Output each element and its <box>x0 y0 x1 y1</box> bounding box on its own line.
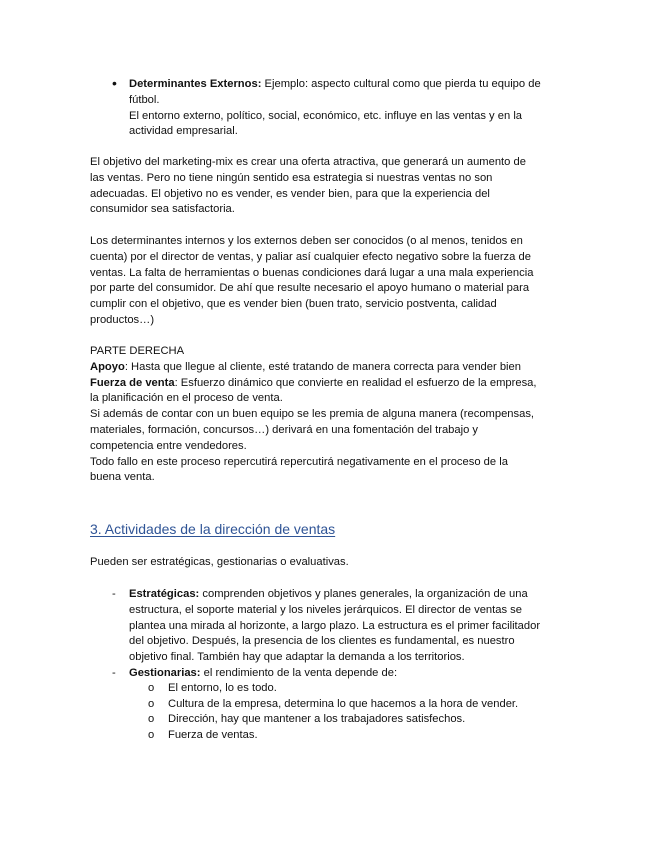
circle-marker: o <box>148 713 155 725</box>
paragraph-line: del objetivo. Después, la presencia de los clientes es fundamental, es nuestro <box>129 635 515 648</box>
apoyo-label: Apoyo <box>90 360 125 373</box>
gestionarias-label: Gestionarias: <box>129 667 201 679</box>
paragraph-line: ventas. La falta de herramientas o buenas condiciones dará lugar a una mala experiencia <box>90 266 534 279</box>
circle-marker: o <box>148 698 155 710</box>
sub-list-item: El entorno, lo es todo. <box>168 682 277 694</box>
paragraph-line: por parte del consumidor. De ahí que resulte necesario el apoyo humano o material para <box>90 282 530 295</box>
parte-derecha-title: PARTE DERECHA <box>90 345 185 357</box>
circle-marker: o <box>148 729 155 741</box>
paragraph-line: cumplir con el objetivo, que es vender bien (buen trato, servicio postventa, calidad <box>90 298 497 311</box>
dash-marker: - <box>112 667 116 679</box>
estrategicas-text: comprenden objetivos y planes generales, la organización de una <box>199 588 528 600</box>
fuerza-text: : Esfuerzo dinámico que convierte en realidad el esfuerzo de la empresa, <box>174 376 537 389</box>
bullet-externos-bold: Determinantes Externos: <box>129 78 262 90</box>
paragraph-marketing-mix <box>90 155 526 218</box>
dash-marker: - <box>112 588 116 600</box>
paragraph-line: plantea una mirada al horizonte, a largo plazo. La estructura es el primer facilitador <box>129 619 541 632</box>
paragraph-line: Todo fallo en este proceso repercutirá repercutirá negativamente en el proceso de la <box>90 455 508 468</box>
paragraph-line: Si además de contar con un buen equipo se les premia de alguna manera (recompensas, <box>90 408 535 421</box>
paragraph-line: Los determinantes internos y los externos deben ser conocidos (o al menos, tenidos en <box>90 235 523 247</box>
paragraph-line: productos…) <box>90 313 155 326</box>
paragraph-line: cuenta) por el director de ventas, y paliar así cualquier efecto negativo sobre la fuerza de <box>90 250 531 263</box>
paragraph-line: adecuadas. El objetivo no es vender, es vender bien, para que la experiencia del <box>90 187 490 200</box>
paragraph-line: El objetivo del marketing-mix es crear una oferta atractiva, que generará un aumento de <box>90 156 526 168</box>
bullet-externos-line3: El entorno externo, político, social, económico, etc. influye en las ventas y en la <box>129 109 523 122</box>
list-item-estrategicas <box>129 587 540 666</box>
sub-list-item: Fuerza de ventas. <box>168 729 258 741</box>
paragraph-line: estructura, el soporte material y los niveles jerárquicos. El director de ventas se <box>129 603 522 616</box>
paragraph-line: materiales, formación, concursos…) derivará en una fomentación del trabajo y <box>90 423 479 436</box>
bullet-externos-text: Ejemplo: aspecto cultural como que pierda tu equipo de <box>261 78 541 90</box>
bullet-externos <box>129 77 541 140</box>
apoyo-text: : Hasta que llegue al cliente, esté tratando de manera correcta para vender bien <box>124 360 521 373</box>
paragraph-line: consumidor sea satisfactoria. <box>90 203 235 216</box>
section-parte-derecha <box>90 344 537 486</box>
paragraph-line: las ventas. Pero no tiene ningún sentido esa estrategia si nuestras ventas no son <box>90 171 493 184</box>
bullet-marker: • <box>112 75 117 91</box>
fuerza-line <box>90 376 537 392</box>
paragraph-line: competencia entre vendedores. <box>90 439 247 452</box>
estrategicas-label: Estratégicas: <box>129 588 200 600</box>
gestionarias-text: el rendimiento de la venta depende de: <box>200 667 398 679</box>
section-heading: 3. Actividades de la dirección de ventas <box>90 521 336 537</box>
section-intro: Pueden ser estratégicas, gestionarias o evaluativas. <box>90 556 349 568</box>
paragraph-line: objetivo final. También hay que adaptar la demanda a los territorios. <box>129 651 465 664</box>
paragraph-line: la planificación en el proceso de venta. <box>90 392 283 405</box>
bullet-externos-line4: actividad empresarial. <box>129 125 238 138</box>
paragraph-determinantes <box>90 234 533 329</box>
circle-marker: o <box>148 682 155 694</box>
bullet-externos-line2: fútbol. <box>129 93 160 106</box>
fuerza-label: Fuerza de venta <box>90 376 175 389</box>
paragraph-line: buena venta. <box>90 471 155 484</box>
estrategicas-line1 <box>129 587 540 603</box>
list-item-gestionarias <box>129 666 397 682</box>
sub-list-item: Dirección, hay que mantener a los trabajadores satisfechos. <box>168 713 466 725</box>
apoyo-line <box>90 360 537 376</box>
sub-list-item: Cultura de la empresa, determina lo que hacemos a la hora de vender. <box>168 698 519 710</box>
bullet-externos-line1 <box>129 77 541 93</box>
